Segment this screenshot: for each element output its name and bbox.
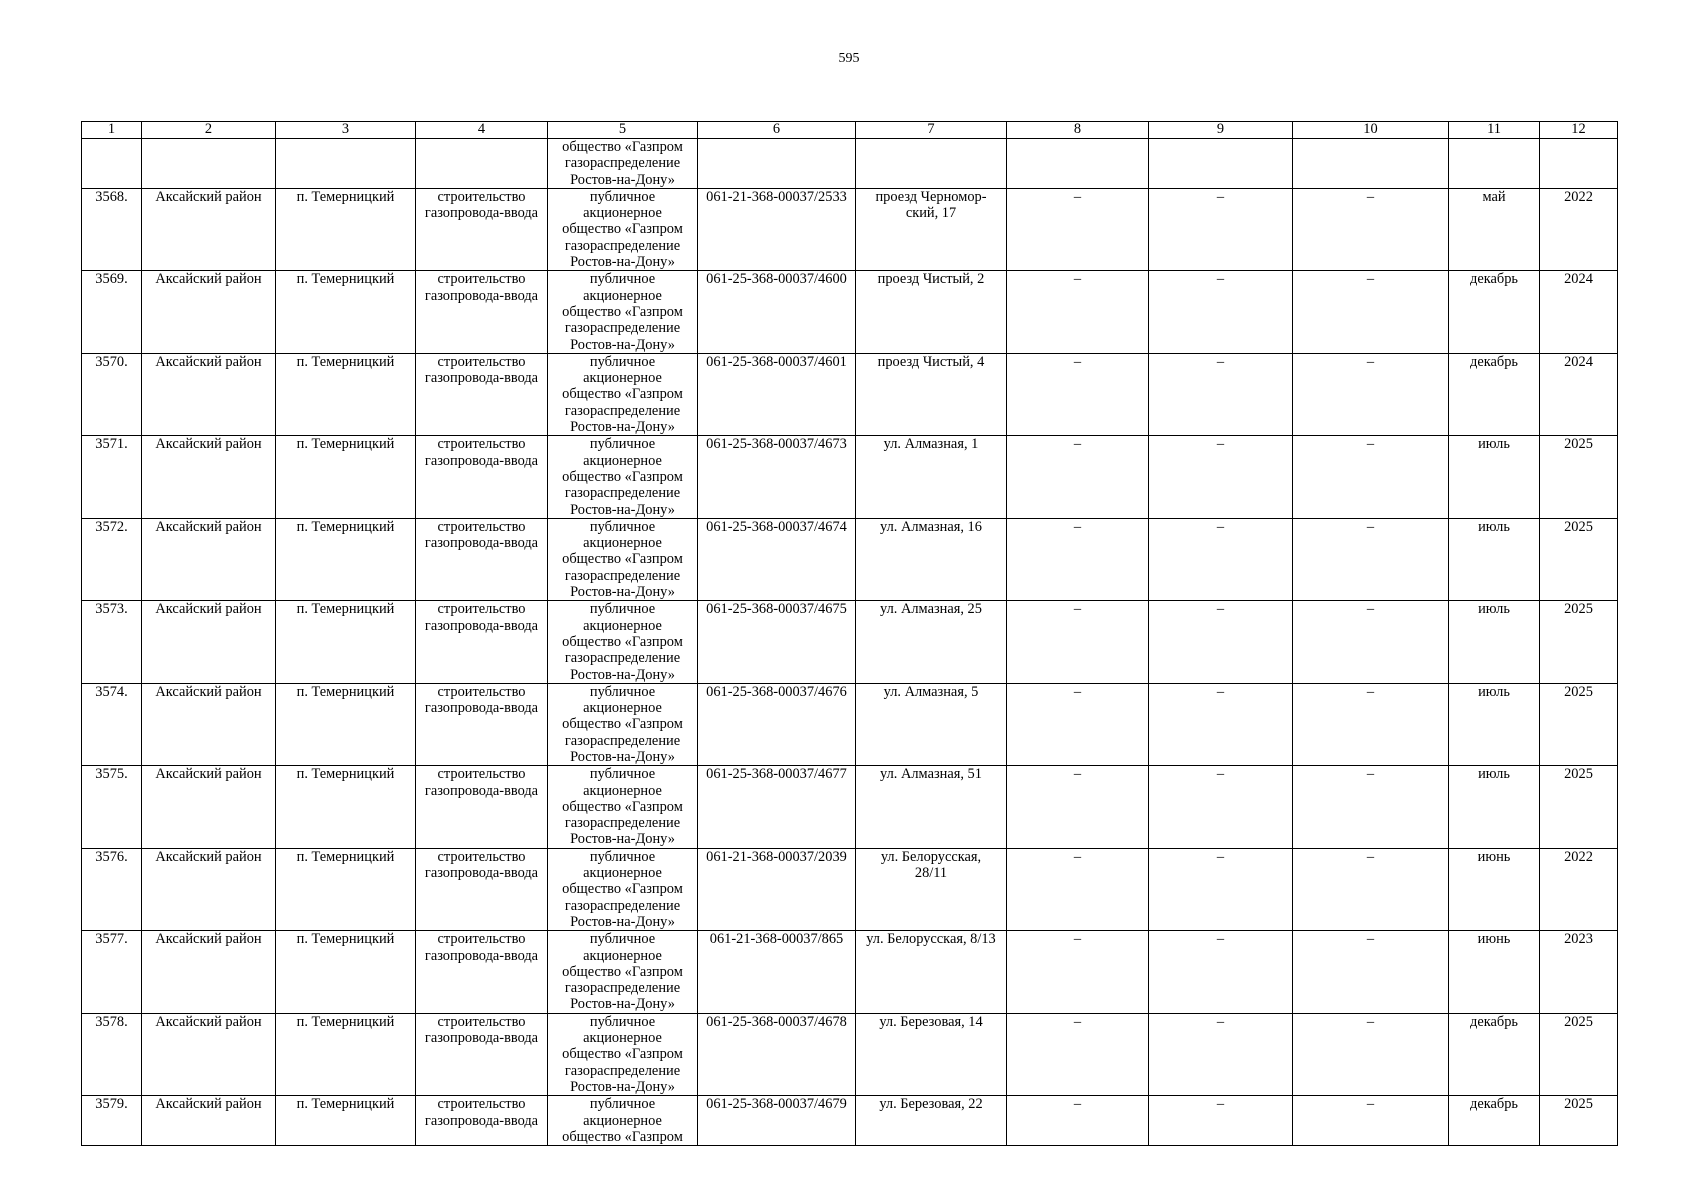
work-type-cell-line: строительство xyxy=(437,931,526,948)
work-type-cell-line: строительство xyxy=(437,188,526,205)
code-cell: 061-21-368-00037/2039 xyxy=(698,848,856,930)
col9-cell: – xyxy=(1149,601,1293,683)
work-type-cell xyxy=(416,353,548,435)
page-number: 595 xyxy=(838,51,860,66)
work-type-cell-line: газопровода-ввода xyxy=(424,287,539,304)
owner-line: общество «Газпром xyxy=(562,139,683,155)
month-cell: июнь xyxy=(1449,848,1540,930)
work-type-cell xyxy=(416,931,548,1013)
owner-cell-line: публичное xyxy=(589,683,656,700)
column-number: 11 xyxy=(1449,122,1540,139)
owner-cell-line: Ростов-на-Дону» xyxy=(570,419,675,436)
col9-cell: – xyxy=(1149,1013,1293,1095)
district-cell: Аксайский район xyxy=(142,848,276,930)
district-cell: Аксайский район xyxy=(142,1096,276,1146)
month-cell: июль xyxy=(1449,436,1540,518)
owner-cell-line: газораспределение xyxy=(564,567,681,584)
col10-cell: – xyxy=(1293,188,1449,270)
owner-cell-line: акционерное xyxy=(583,865,662,882)
code-cell: 061-25-368-00037/4675 xyxy=(698,601,856,683)
owner-cell-line: публичное xyxy=(589,766,656,783)
settlement-cell: п. Темерницкий xyxy=(276,766,416,848)
col8-cell: – xyxy=(1007,683,1149,765)
address-cell xyxy=(856,271,1007,353)
owner-cell-line: газораспределение xyxy=(564,650,681,667)
work-type-cell-line: газопровода-ввода xyxy=(424,1030,539,1047)
year-cell: 2025 xyxy=(1540,518,1618,600)
work-type-cell-line: газопровода-ввода xyxy=(424,865,539,882)
code-cell: 061-25-368-00037/4676 xyxy=(698,683,856,765)
district-cell: Аксайский район xyxy=(142,436,276,518)
owner-cell-line: газораспределение xyxy=(564,815,681,832)
col9-cell: – xyxy=(1149,353,1293,435)
col8-cell: – xyxy=(1007,518,1149,600)
settlement-cell: п. Темерницкий xyxy=(276,518,416,600)
code-cell: 061-21-368-00037/2533 xyxy=(698,188,856,270)
owner-cell-line: общество «Газпром xyxy=(562,881,683,898)
owner-cell-line: публичное xyxy=(589,436,656,453)
work-type-cell xyxy=(416,766,548,848)
col8-cell: – xyxy=(1007,931,1149,1013)
code-cell: 061-21-368-00037/865 xyxy=(698,931,856,1013)
table-row xyxy=(82,848,1618,930)
owner-cell-line: общество «Газпром xyxy=(562,1128,683,1145)
address-cell-line: ул. Алмазная, 16 xyxy=(880,518,982,535)
work-type-cell-line: газопровода-ввода xyxy=(424,535,539,552)
owner-cell-line: акционерное xyxy=(583,782,662,799)
owner-cell-line: общество «Газпром xyxy=(562,963,683,980)
work-type-cell-line: газопровода-ввода xyxy=(424,947,539,964)
table-row xyxy=(82,518,1618,600)
row-number-cell: 3574. xyxy=(82,683,142,765)
settlement-cell: п. Темерницкий xyxy=(276,683,416,765)
column-number: 2 xyxy=(142,122,276,139)
col10-cell: – xyxy=(1293,436,1449,518)
row-number-cell: 3579. xyxy=(82,1096,142,1146)
col8-cell: – xyxy=(1007,1013,1149,1095)
work-type-cell-line: газопровода-ввода xyxy=(424,452,539,469)
owner-cell-line: Ростов-на-Дону» xyxy=(570,254,675,271)
column-number: 1 xyxy=(82,122,142,139)
owner-cell-line: общество «Газпром xyxy=(562,386,683,403)
owner-cell xyxy=(548,1096,698,1146)
col8-cell: – xyxy=(1007,1096,1149,1146)
year-cell: 2025 xyxy=(1540,436,1618,518)
owner-cell-line: общество «Газпром xyxy=(562,303,683,320)
owner-cell-line: публичное xyxy=(589,188,656,205)
district-cell: Аксайский район xyxy=(142,601,276,683)
address-cell xyxy=(856,848,1007,930)
settlement-cell: п. Темерницкий xyxy=(276,271,416,353)
work-type-cell-line: газопровода-ввода xyxy=(424,370,539,387)
district-cell: Аксайский район xyxy=(142,931,276,1013)
work-type-cell-line: строительство xyxy=(437,353,526,370)
row-number-cell: 3573. xyxy=(82,601,142,683)
column-number: 6 xyxy=(698,122,856,139)
owner-cell-line: акционерное xyxy=(583,287,662,304)
column-number-row xyxy=(82,122,1618,139)
month-cell: декабрь xyxy=(1449,1013,1540,1095)
owner-cell-line: газораспределение xyxy=(564,402,681,419)
col10-cell: – xyxy=(1293,601,1449,683)
col10-cell: – xyxy=(1293,1013,1449,1095)
address-cell-line: ский, 17 xyxy=(905,205,957,222)
settlement-cell: п. Темерницкий xyxy=(276,848,416,930)
owner-cell-line: акционерное xyxy=(583,617,662,634)
col10-cell: – xyxy=(1293,931,1449,1013)
code-cell: 061-25-368-00037/4600 xyxy=(698,271,856,353)
month-cell: декабрь xyxy=(1449,271,1540,353)
district-cell: Аксайский район xyxy=(142,188,276,270)
work-type-cell xyxy=(416,1096,548,1146)
row-number-cell: 3571. xyxy=(82,436,142,518)
table-row xyxy=(82,188,1618,270)
col8-cell: – xyxy=(1007,601,1149,683)
year-cell: 2024 xyxy=(1540,353,1618,435)
owner-cell-line: общество «Газпром xyxy=(562,1046,683,1063)
col10-cell: – xyxy=(1293,683,1449,765)
address-cell-line: проезд Чистый, 4 xyxy=(877,353,985,370)
month-cell: май xyxy=(1449,188,1540,270)
continuation-row xyxy=(82,139,1618,189)
address-cell-line: ул. Алмазная, 51 xyxy=(880,766,982,783)
owner-cell-line: общество «Газпром xyxy=(562,551,683,568)
row-number-cell: 3578. xyxy=(82,1013,142,1095)
month-cell: июль xyxy=(1449,766,1540,848)
work-type-cell-line: строительство xyxy=(437,271,526,288)
work-type-cell-line: строительство xyxy=(437,683,526,700)
owner-cell-line: акционерное xyxy=(583,370,662,387)
owner-cell-line: Ростов-на-Дону» xyxy=(570,501,675,518)
row-number-cell: 3576. xyxy=(82,848,142,930)
year-cell: 2025 xyxy=(1540,766,1618,848)
code-cell: 061-25-368-00037/4673 xyxy=(698,436,856,518)
settlement-cell: п. Темерницкий xyxy=(276,436,416,518)
code-cell: 061-25-368-00037/4601 xyxy=(698,353,856,435)
address-cell-line: ул. Алмазная, 25 xyxy=(880,601,982,618)
month-cell: июль xyxy=(1449,683,1540,765)
owner-cell xyxy=(548,353,698,435)
owner-cell-line: газораспределение xyxy=(564,237,681,254)
month-cell: июль xyxy=(1449,518,1540,600)
work-type-cell-line: строительство xyxy=(437,766,526,783)
owner-cell-line: Ростов-на-Дону» xyxy=(570,666,675,683)
district-cell: Аксайский район xyxy=(142,766,276,848)
district-cell: Аксайский район xyxy=(142,271,276,353)
settlement-cell: п. Темерницкий xyxy=(276,188,416,270)
col10-cell: – xyxy=(1293,518,1449,600)
owner-cell-line: Ростов-на-Дону» xyxy=(570,336,675,353)
month-cell: декабрь xyxy=(1449,353,1540,435)
owner-cell-line: публичное xyxy=(589,601,656,618)
row-number-cell: 3572. xyxy=(82,518,142,600)
address-cell-line: ул. Березовая, 22 xyxy=(879,1096,983,1113)
work-type-cell-line: газопровода-ввода xyxy=(424,1112,539,1129)
owner-cell xyxy=(548,931,698,1013)
work-type-cell xyxy=(416,601,548,683)
col8-cell: – xyxy=(1007,436,1149,518)
address-cell-line: 28/11 xyxy=(914,865,948,882)
district-cell: Аксайский район xyxy=(142,1013,276,1095)
col10-cell: – xyxy=(1293,1096,1449,1146)
owner-cell xyxy=(548,436,698,518)
owner-cell-line: общество «Газпром xyxy=(562,798,683,815)
owner-cell xyxy=(548,139,698,189)
work-type-cell-line: строительство xyxy=(437,1096,526,1113)
col9-cell: – xyxy=(1149,1096,1293,1146)
column-number: 8 xyxy=(1007,122,1149,139)
owner-cell xyxy=(548,683,698,765)
column-number: 9 xyxy=(1149,122,1293,139)
work-type-cell xyxy=(416,683,548,765)
work-type-cell xyxy=(416,436,548,518)
settlement-cell: п. Темерницкий xyxy=(276,1096,416,1146)
year-cell: 2024 xyxy=(1540,271,1618,353)
row-number-cell: 3575. xyxy=(82,766,142,848)
work-type-cell-line: строительство xyxy=(437,436,526,453)
year-cell: 2025 xyxy=(1540,1013,1618,1095)
col9-cell: – xyxy=(1149,436,1293,518)
col8-cell: – xyxy=(1007,353,1149,435)
address-cell xyxy=(856,683,1007,765)
work-type-cell-line: строительство xyxy=(437,518,526,535)
work-type-cell xyxy=(416,271,548,353)
work-type-cell-line: газопровода-ввода xyxy=(424,617,539,634)
work-type-cell xyxy=(416,1013,548,1095)
owner-cell-line: общество «Газпром xyxy=(562,633,683,650)
owner-cell-line: Ростов-на-Дону» xyxy=(570,1078,675,1095)
work-type-cell-line: газопровода-ввода xyxy=(424,700,539,717)
col10-cell: – xyxy=(1293,848,1449,930)
address-cell-line: ул. Белорусская, xyxy=(880,848,982,865)
owner-cell-line: общество «Газпром xyxy=(562,221,683,238)
column-number: 4 xyxy=(416,122,548,139)
address-cell xyxy=(856,353,1007,435)
owner-cell-line: публичное xyxy=(589,931,656,948)
owner-cell-line: Ростов-на-Дону» xyxy=(570,913,675,930)
row-number-cell: 3568. xyxy=(82,188,142,270)
col10-cell: – xyxy=(1293,353,1449,435)
address-cell xyxy=(856,436,1007,518)
column-number: 3 xyxy=(276,122,416,139)
district-cell: Аксайский район xyxy=(142,683,276,765)
table-row xyxy=(82,766,1618,848)
work-type-cell-line: строительство xyxy=(437,848,526,865)
col9-cell: – xyxy=(1149,766,1293,848)
address-cell xyxy=(856,1096,1007,1146)
owner-cell-line: газораспределение xyxy=(564,897,681,914)
owner-cell xyxy=(548,1013,698,1095)
table-row xyxy=(82,436,1618,518)
owner-cell-line: Ростов-на-Дону» xyxy=(570,831,675,848)
code-cell: 061-25-368-00037/4679 xyxy=(698,1096,856,1146)
code-cell: 061-25-368-00037/4678 xyxy=(698,1013,856,1095)
owner-cell-line: акционерное xyxy=(583,535,662,552)
address-cell xyxy=(856,601,1007,683)
column-number: 12 xyxy=(1540,122,1618,139)
owner-cell-line: акционерное xyxy=(583,452,662,469)
district-cell: Аксайский район xyxy=(142,518,276,600)
work-type-cell-line: газопровода-ввода xyxy=(424,205,539,222)
address-cell-line: ул. Алмазная, 1 xyxy=(883,436,979,453)
table-row xyxy=(82,1013,1618,1095)
table-row xyxy=(82,683,1618,765)
owner-cell-line: газораспределение xyxy=(564,732,681,749)
year-cell: 2025 xyxy=(1540,683,1618,765)
year-cell: 2023 xyxy=(1540,931,1618,1013)
work-type-cell xyxy=(416,518,548,600)
col9-cell: – xyxy=(1149,518,1293,600)
col9-cell: – xyxy=(1149,931,1293,1013)
settlement-cell: п. Темерницкий xyxy=(276,353,416,435)
address-cell-line: ул. Алмазная, 5 xyxy=(883,683,979,700)
settlement-cell: п. Темерницкий xyxy=(276,601,416,683)
work-type-cell xyxy=(416,848,548,930)
owner-cell-line: акционерное xyxy=(583,1112,662,1129)
owner-cell-line: газораспределение xyxy=(564,980,681,997)
code-cell: 061-25-368-00037/4677 xyxy=(698,766,856,848)
col8-cell: – xyxy=(1007,766,1149,848)
col9-cell: – xyxy=(1149,271,1293,353)
owner-cell-line: публичное xyxy=(589,518,656,535)
owner-cell-line: газораспределение xyxy=(564,1062,681,1079)
address-cell xyxy=(856,188,1007,270)
work-type-cell-line: строительство xyxy=(437,601,526,618)
col9-cell: – xyxy=(1149,188,1293,270)
row-number-cell: 3570. xyxy=(82,353,142,435)
owner-cell-line: акционерное xyxy=(583,947,662,964)
code-cell: 061-25-368-00037/4674 xyxy=(698,518,856,600)
col10-cell: – xyxy=(1293,271,1449,353)
year-cell: 2022 xyxy=(1540,848,1618,930)
owner-cell-line: публичное xyxy=(589,271,656,288)
month-cell: июнь xyxy=(1449,931,1540,1013)
settlement-cell: п. Темерницкий xyxy=(276,931,416,1013)
address-cell-line: проезд Чистый, 2 xyxy=(877,271,985,288)
owner-cell xyxy=(548,188,698,270)
row-number-cell: 3577. xyxy=(82,931,142,1013)
settlement-cell: п. Темерницкий xyxy=(276,1013,416,1095)
owner-cell-line: акционерное xyxy=(583,1030,662,1047)
table-row xyxy=(82,1096,1618,1146)
owner-cell-line: акционерное xyxy=(583,205,662,222)
year-cell: 2025 xyxy=(1540,1096,1618,1146)
col8-cell: – xyxy=(1007,271,1149,353)
work-type-cell xyxy=(416,188,548,270)
owner-line: газораспределение xyxy=(564,155,681,172)
owner-cell xyxy=(548,766,698,848)
owner-cell-line: газораспределение xyxy=(564,485,681,502)
table-row xyxy=(82,271,1618,353)
column-number: 5 xyxy=(548,122,698,139)
owner-cell-line: Ростов-на-Дону» xyxy=(570,748,675,765)
owner-cell xyxy=(548,518,698,600)
month-cell: декабрь xyxy=(1449,1096,1540,1146)
owner-cell-line: общество «Газпром xyxy=(562,716,683,733)
month-cell: июль xyxy=(1449,601,1540,683)
address-cell xyxy=(856,1013,1007,1095)
col9-cell: – xyxy=(1149,848,1293,930)
work-type-cell-line: газопровода-ввода xyxy=(424,782,539,799)
table-row xyxy=(82,353,1618,435)
address-cell-line: ул. Березовая, 14 xyxy=(879,1013,983,1030)
owner-cell xyxy=(548,848,698,930)
address-cell-line: проезд Черномор- xyxy=(875,188,987,205)
register-table xyxy=(81,121,1618,1146)
year-cell: 2022 xyxy=(1540,188,1618,270)
owner-cell-line: публичное xyxy=(589,848,656,865)
col10-cell: – xyxy=(1293,766,1449,848)
address-cell xyxy=(856,518,1007,600)
owner-cell-line: газораспределение xyxy=(564,320,681,337)
owner-cell-line: Ростов-на-Дону» xyxy=(570,584,675,601)
column-number: 7 xyxy=(856,122,1007,139)
row-number-cell: 3569. xyxy=(82,271,142,353)
table-row xyxy=(82,601,1618,683)
year-cell: 2025 xyxy=(1540,601,1618,683)
owner-cell xyxy=(548,601,698,683)
owner-cell-line: общество «Газпром xyxy=(562,468,683,485)
column-number: 10 xyxy=(1293,122,1449,139)
col8-cell: – xyxy=(1007,188,1149,270)
owner-line: Ростов-на-Дону» xyxy=(570,171,675,188)
district-cell: Аксайский район xyxy=(142,353,276,435)
table-row xyxy=(82,931,1618,1013)
owner-cell-line: Ростов-на-Дону» xyxy=(570,996,675,1013)
address-cell xyxy=(856,766,1007,848)
address-cell xyxy=(856,931,1007,1013)
address-cell-line: ул. Белорусская, 8/13 xyxy=(866,931,996,948)
col8-cell: – xyxy=(1007,848,1149,930)
owner-cell xyxy=(548,271,698,353)
owner-cell-line: публичное xyxy=(589,353,656,370)
owner-cell-line: публичное xyxy=(589,1013,656,1030)
owner-cell-line: акционерное xyxy=(583,700,662,717)
owner-cell-line: публичное xyxy=(589,1096,656,1113)
work-type-cell-line: строительство xyxy=(437,1013,526,1030)
col9-cell: – xyxy=(1149,683,1293,765)
